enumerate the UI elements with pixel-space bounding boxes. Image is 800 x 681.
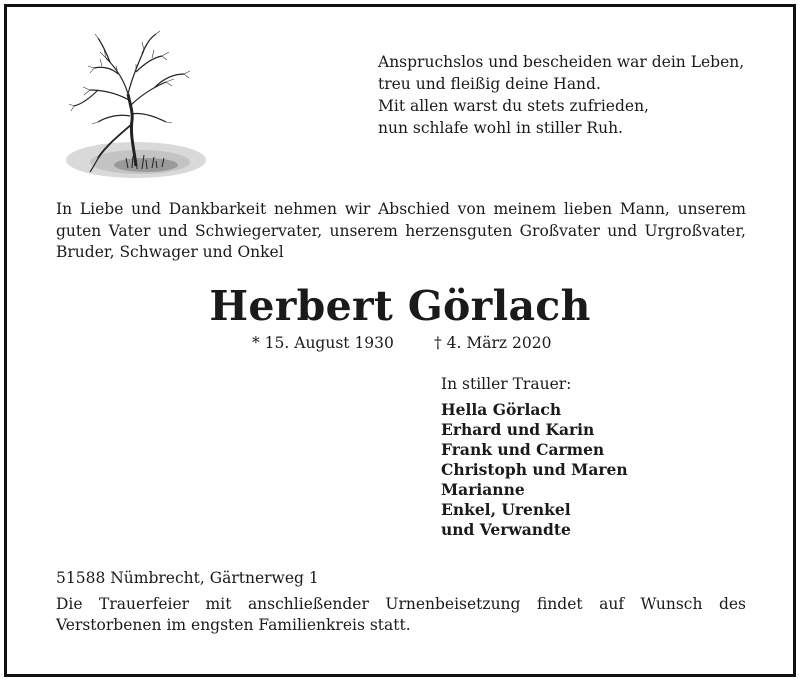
ceremony-notice	[56, 594, 746, 636]
address: 51588 Nümbrecht, Gärtnerweg 1	[56, 569, 319, 587]
intro-line: guten Vater und Schwiegervater, unserem herzensguten Großvater und Urgroßvater,	[56, 221, 746, 240]
mourner-name: Hella Görlach	[441, 400, 562, 419]
poem-line: nun schlafe wohl in stiller Ruh.	[378, 119, 623, 137]
poem-line: treu und fleißig deine Hand.	[378, 75, 601, 93]
mourner-name: Christoph und Maren	[441, 460, 628, 479]
deceased-name: Herbert Görlach	[209, 282, 591, 330]
death-date: † 4. März 2020	[434, 334, 552, 352]
intro-line: Bruder, Schwager und Onkel	[56, 243, 284, 261]
mourners-list	[441, 400, 628, 540]
birth-date: * 15. August 1930	[252, 334, 394, 352]
mourner-name: Marianne	[441, 480, 525, 499]
ceremony-line: Verstorbenen im engsten Familienkreis statt.	[56, 616, 411, 634]
intro-text	[56, 199, 746, 264]
mourner-name: Erhard und Karin	[441, 420, 595, 439]
bare-tree-icon	[58, 28, 208, 190]
poem-line: Anspruchslos und bescheiden war dein Leben,	[378, 53, 745, 71]
mourner-name: und Verwandte	[441, 520, 571, 539]
ceremony-line: Die Trauerfeier mit anschließender Urnenbeisetzung findet auf Wunsch des	[56, 595, 746, 613]
mourning-label: In stiller Trauer:	[441, 375, 572, 393]
intro-line: In Liebe und Dankbarkeit nehmen wir Abschied von meinem lieben Mann, unserem	[56, 200, 746, 218]
poem	[378, 51, 778, 139]
mourner-name: Frank und Carmen	[441, 440, 605, 459]
mourner-name: Enkel, Urenkel	[441, 500, 571, 519]
poem-line: Mit allen warst du stets zufrieden,	[378, 97, 649, 115]
